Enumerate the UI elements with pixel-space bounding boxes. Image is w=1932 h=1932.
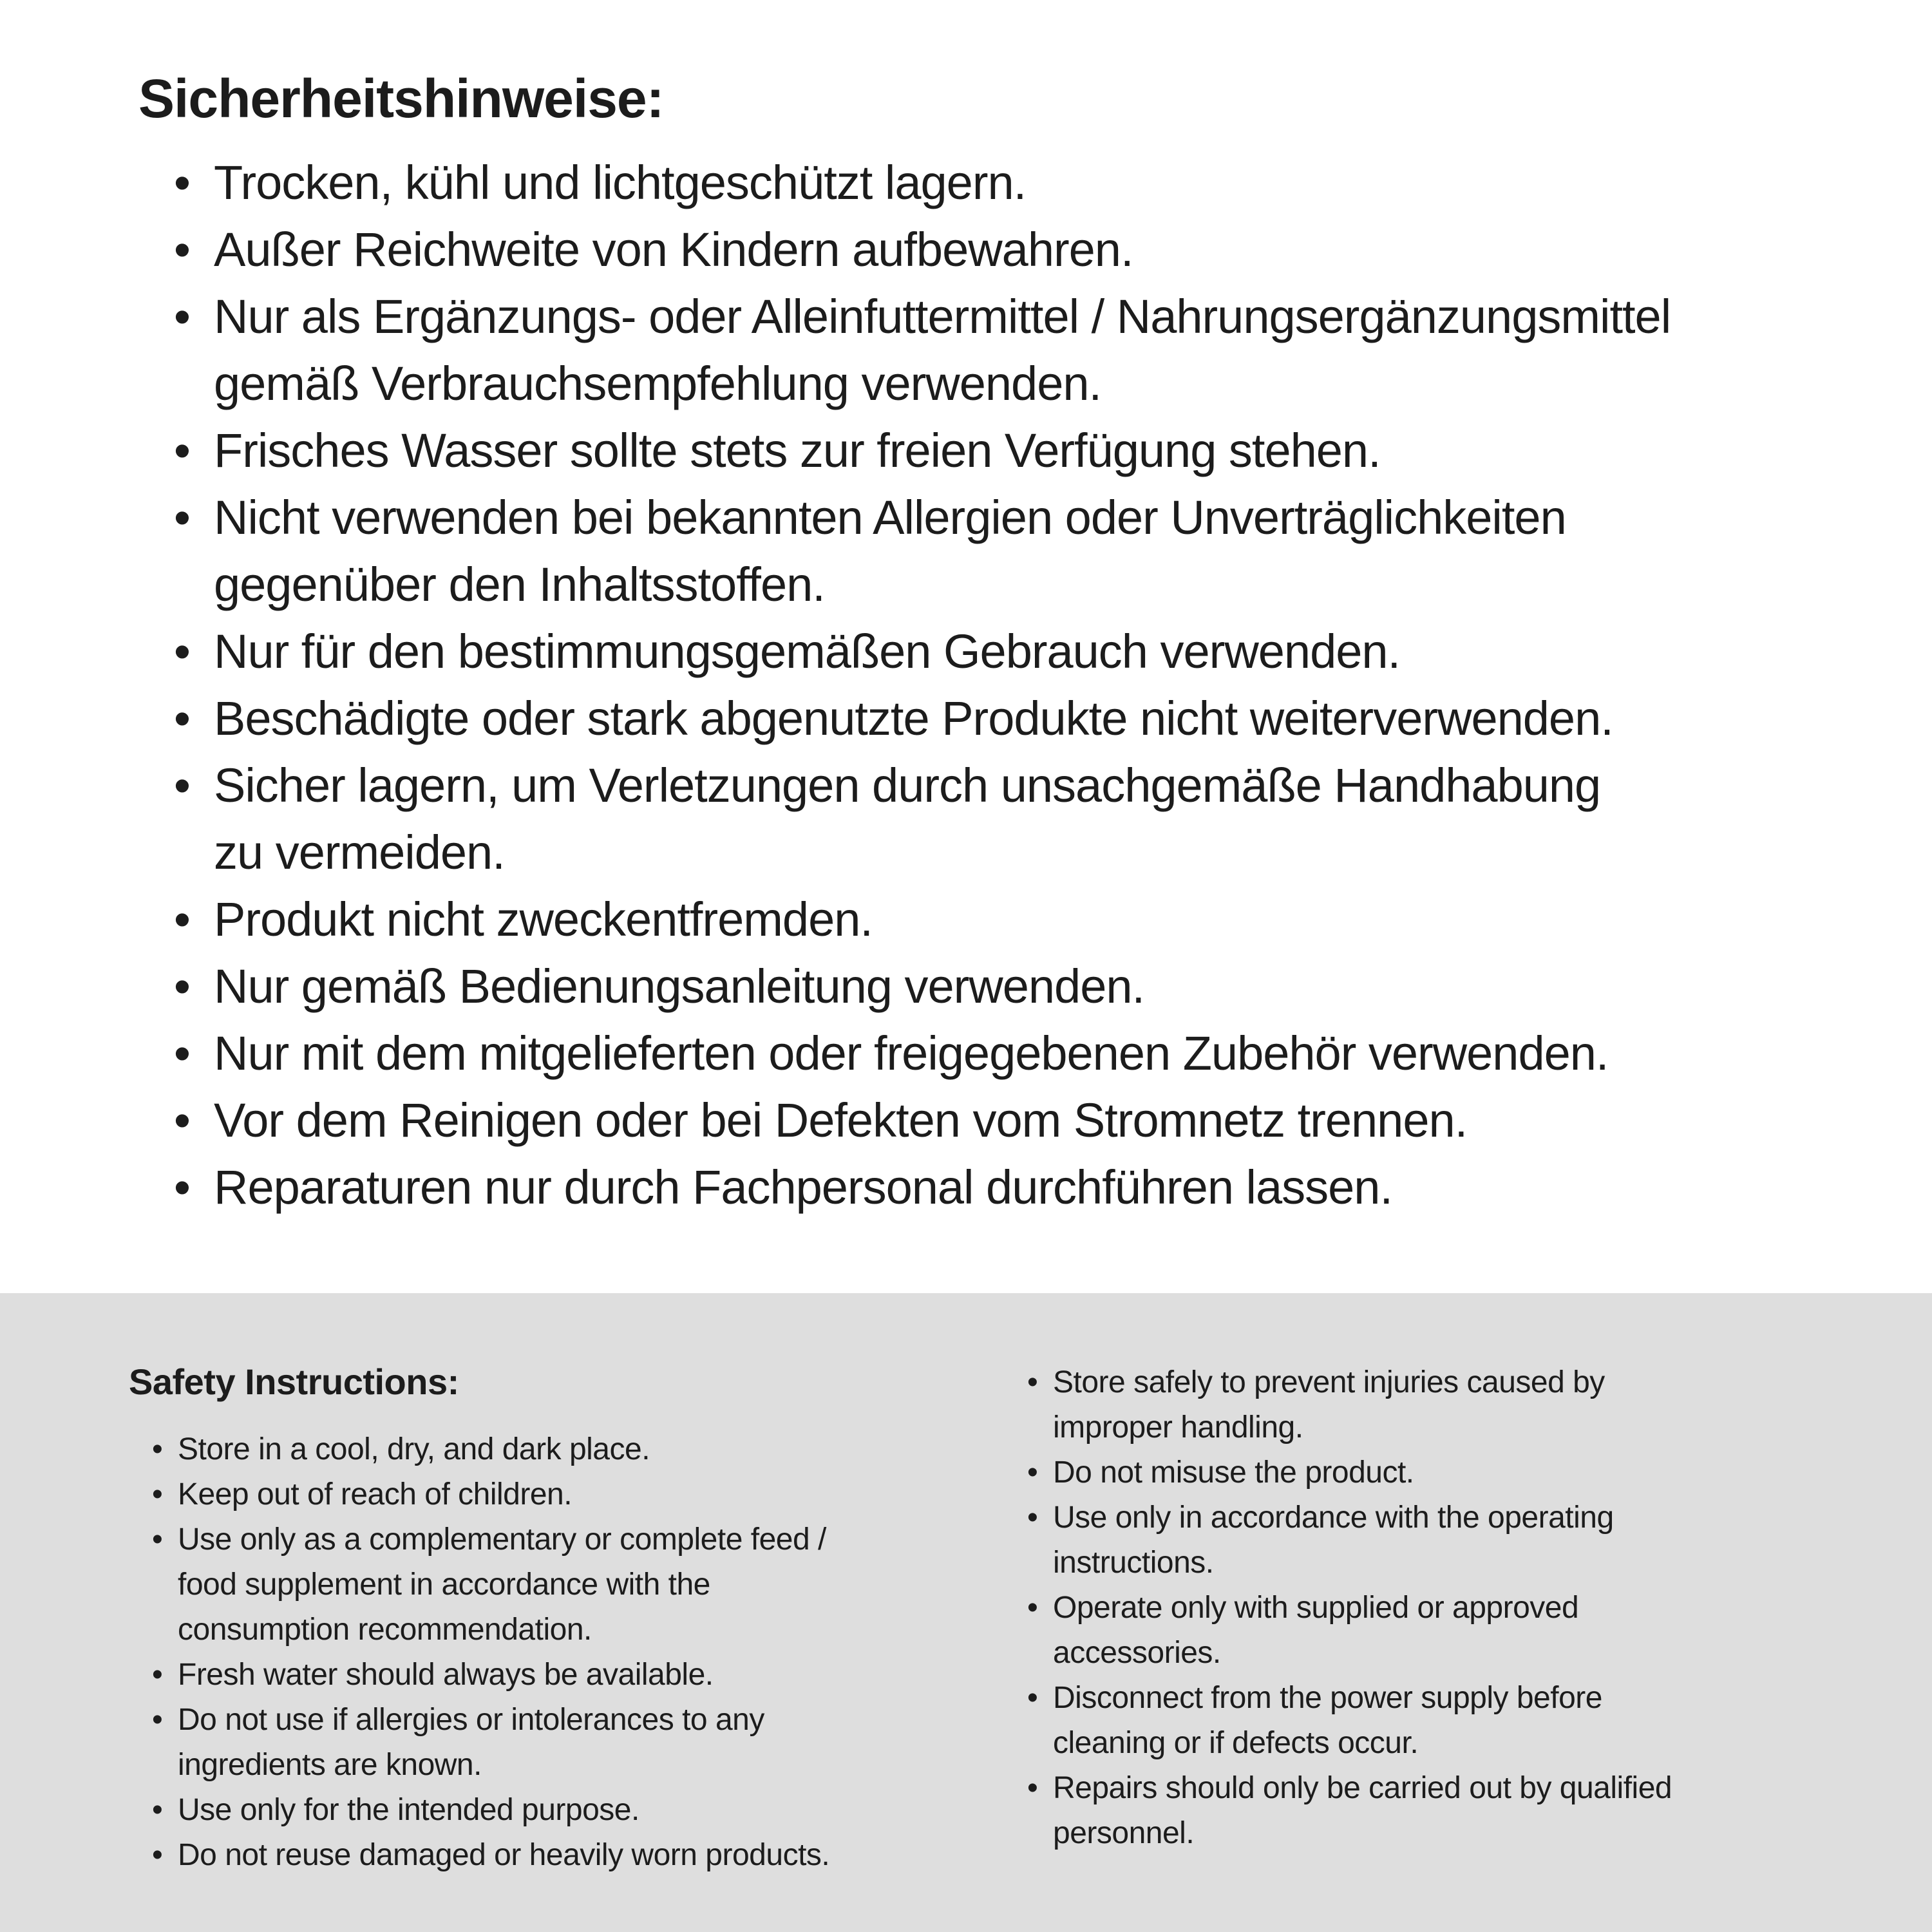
list-item	[174, 484, 1671, 551]
bullet-icon: •	[1027, 1681, 1038, 1715]
list-item	[152, 1788, 829, 1833]
list-item	[174, 1154, 1671, 1221]
bullet-icon: •	[174, 1093, 190, 1147]
english-right-column	[1027, 1360, 1672, 1856]
bullet-text: improper handling.	[1053, 1410, 1303, 1444]
bullet-indent	[152, 1607, 178, 1653]
bullet-text: zu vermeiden.	[214, 825, 505, 879]
bullet-indent	[1027, 1721, 1053, 1766]
bullet-text: Vor dem Reinigen oder bei Defekten vom Stromnetz trennen.	[214, 1093, 1468, 1147]
bullet-text: Do not use if allergies or intolerances to any	[178, 1703, 764, 1737]
list-item	[1027, 1811, 1672, 1856]
bullet-text: Store safely to prevent injuries caused by	[1053, 1365, 1605, 1399]
list-item	[174, 1087, 1671, 1154]
list-item	[152, 1562, 829, 1607]
bullet-icon: •	[152, 1658, 163, 1692]
bullet-text: Sicher lagern, um Verletzungen durch unsachgemäße Handhabung	[214, 758, 1601, 812]
english-section-title: Safety Instructions:	[129, 1361, 459, 1402]
german-section-title: Sicherheitshinweise:	[138, 68, 664, 129]
bullet-text: Nur für den bestimmungsgemäßen Gebrauch verwenden.	[214, 624, 1401, 678]
bullet-indent	[152, 1562, 178, 1607]
list-item	[152, 1607, 829, 1653]
bullet-text: Frisches Wasser sollte stets zur freien Verfügung stehen.	[214, 423, 1381, 477]
bullet-icon: •	[174, 155, 190, 209]
bullet-text: cleaning or if defects occur.	[1053, 1726, 1419, 1760]
list-item	[174, 149, 1671, 216]
bullet-text: consumption recommendation.	[178, 1613, 592, 1647]
bullet-text: ingredients are known.	[178, 1748, 482, 1782]
bullet-icon: •	[174, 423, 190, 477]
list-item	[152, 1517, 829, 1562]
bullet-icon: •	[174, 222, 190, 276]
bullet-icon: •	[152, 1522, 163, 1557]
english-left-column	[129, 1360, 829, 1878]
bullet-text: instructions.	[1053, 1546, 1214, 1580]
bullet-icon: •	[174, 758, 190, 812]
list-item	[1027, 1450, 1672, 1495]
list-item	[174, 618, 1671, 685]
bullet-indent	[1027, 1631, 1053, 1676]
list-item	[174, 953, 1671, 1020]
list-item	[1027, 1766, 1672, 1811]
bullet-icon: •	[174, 892, 190, 946]
bullet-text: Do not reuse damaged or heavily worn products.	[178, 1838, 830, 1872]
bullet-text: Beschädigte oder stark abgenutzte Produkte nicht weiterverwenden.	[214, 691, 1613, 745]
bullet-text: gemäß Verbrauchsempfehlung verwenden.	[214, 356, 1102, 410]
bullet-icon: •	[152, 1838, 163, 1872]
list-item	[174, 350, 1671, 417]
bullet-icon: •	[1027, 1455, 1038, 1490]
bullet-text: Do not misuse the product.	[1053, 1455, 1414, 1490]
bullet-icon: •	[174, 289, 190, 343]
bullet-indent	[174, 350, 214, 417]
list-item	[174, 551, 1671, 618]
english-band	[0, 1293, 1932, 1932]
list-item	[152, 1698, 829, 1743]
bullet-text: Use only in accordance with the operating	[1053, 1501, 1614, 1535]
english-left-list	[152, 1427, 829, 1878]
list-item	[1027, 1405, 1672, 1450]
bullet-text: Außer Reichweite von Kindern aufbewahren.	[214, 222, 1133, 276]
bullet-indent	[174, 819, 214, 886]
german-bullet-list	[174, 149, 1671, 1221]
bullet-icon: •	[174, 959, 190, 1013]
bullet-icon: •	[1027, 1501, 1038, 1535]
bullet-text: Reparaturen nur durch Fachpersonal durchführen lassen.	[214, 1160, 1393, 1214]
bullet-indent	[1027, 1405, 1053, 1450]
list-item	[1027, 1540, 1672, 1586]
bullet-text: Use only for the intended purpose.	[178, 1793, 639, 1827]
list-item	[1027, 1586, 1672, 1631]
list-item	[174, 283, 1671, 350]
bullet-text: Keep out of reach of children.	[178, 1477, 573, 1511]
german-section	[138, 68, 1671, 1221]
bullet-text: food supplement in accordance with the	[178, 1567, 710, 1602]
bullet-text: Nur als Ergänzungs- oder Alleinfuttermittel / Nahrungsergänzungsmittel	[214, 289, 1671, 343]
list-item	[152, 1472, 829, 1517]
bullet-text: Produkt nicht zweckentfremden.	[214, 892, 873, 946]
bullet-text: Repairs should only be carried out by qualified	[1053, 1771, 1672, 1805]
list-item	[174, 685, 1671, 752]
bullet-icon: •	[1027, 1365, 1038, 1399]
bullet-icon: •	[174, 691, 190, 745]
list-item	[174, 819, 1671, 886]
bullet-text: personnel.	[1053, 1816, 1195, 1850]
english-right-list	[1027, 1360, 1672, 1856]
list-item	[1027, 1721, 1672, 1766]
bullet-icon: •	[174, 624, 190, 678]
list-item	[152, 1653, 829, 1698]
bullet-indent	[152, 1743, 178, 1788]
list-item	[174, 886, 1671, 953]
bullet-icon: •	[1027, 1591, 1038, 1625]
bullet-text: Operate only with supplied or approved	[1053, 1591, 1579, 1625]
bullet-text: accessories.	[1053, 1636, 1221, 1670]
list-item	[174, 417, 1671, 484]
list-item	[174, 216, 1671, 283]
list-item	[174, 1020, 1671, 1087]
bullet-text: Trocken, kühl und lichtgeschützt lagern.	[214, 155, 1027, 209]
bullet-text: gegenüber den Inhaltsstoffen.	[214, 557, 825, 611]
bullet-text: Disconnect from the power supply before	[1053, 1681, 1602, 1715]
bullet-text: Use only as a complementary or complete feed /	[178, 1522, 826, 1557]
bullet-icon: •	[174, 1160, 190, 1214]
list-item	[1027, 1676, 1672, 1721]
bullet-icon: •	[152, 1703, 163, 1737]
list-item	[1027, 1360, 1672, 1405]
bullet-icon: •	[174, 1026, 190, 1080]
bullet-indent	[1027, 1540, 1053, 1586]
list-item	[1027, 1495, 1672, 1540]
bullet-icon: •	[152, 1477, 163, 1511]
list-item	[152, 1743, 829, 1788]
bullet-text: Nicht verwenden bei bekannten Allergien oder Unverträglichkeiten	[214, 490, 1566, 544]
list-item	[1027, 1631, 1672, 1676]
bullet-text: Store in a cool, dry, and dark place.	[178, 1432, 650, 1466]
bullet-icon: •	[1027, 1771, 1038, 1805]
list-item	[152, 1427, 829, 1472]
bullet-icon: •	[152, 1432, 163, 1466]
bullet-icon: •	[174, 490, 190, 544]
bullet-text: Nur gemäß Bedienungsanleitung verwenden.	[214, 959, 1145, 1013]
list-item	[174, 752, 1671, 819]
bullet-icon: •	[152, 1793, 163, 1827]
bullet-text: Nur mit dem mitgelieferten oder freigegebenen Zubehör verwenden.	[214, 1026, 1609, 1080]
bullet-indent	[1027, 1811, 1053, 1856]
bullet-text: Fresh water should always be available.	[178, 1658, 714, 1692]
bullet-indent	[174, 551, 214, 618]
list-item	[152, 1833, 829, 1878]
